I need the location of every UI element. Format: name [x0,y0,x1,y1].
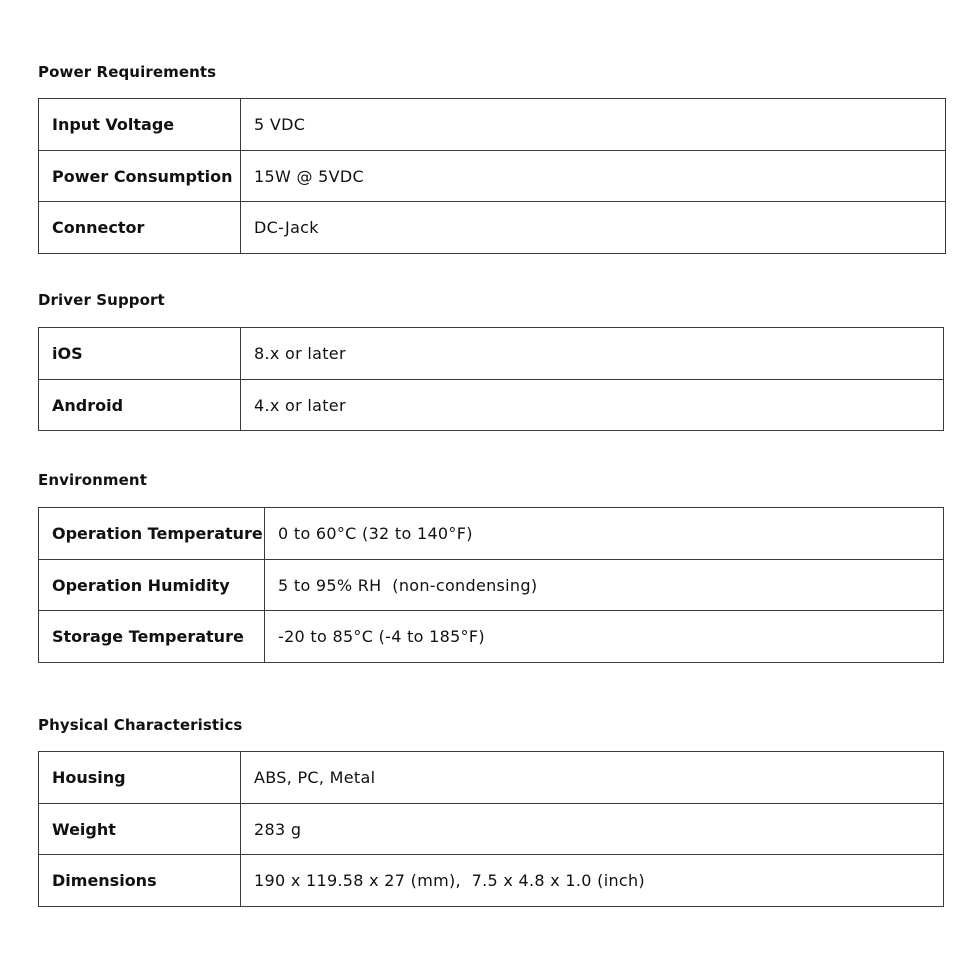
table-row [39,611,944,663]
table-row [39,752,944,804]
driver-support-table [38,327,944,431]
spec-label-operation-humidity: Operation Humidity [39,559,265,611]
spec-label-android: Android [39,379,241,431]
table-row [39,803,944,855]
environment-table [38,507,944,663]
spec-label-dimensions: Dimensions [39,855,241,907]
table-row [39,508,944,560]
table-row [39,379,944,431]
power-requirements-table [38,98,946,254]
spec-value-android: 4.x or later [241,379,944,431]
spec-value-weight: 283 g [241,803,944,855]
spec-label-connector: Connector [39,202,241,254]
spec-value-storage-temperature: -20 to 85°C (-4 to 185°F) [265,611,944,663]
spec-label-weight: Weight [39,803,241,855]
spec-label-input-voltage: Input Voltage [39,99,241,151]
spec-value-operation-humidity: 5 to 95% RH (non-condensing) [265,559,944,611]
table-row [39,150,946,202]
table-row [39,202,946,254]
spec-label-operation-temperature: Operation Temperature [39,508,265,560]
section-title-power-requirements: Power Requirements [38,63,217,81]
spec-value-dimensions: 190 x 119.58 x 27 (mm), 7.5 x 4.8 x 1.0 (inch) [241,855,944,907]
table-row [39,559,944,611]
spec-label-ios: iOS [39,328,241,380]
spec-label-power-consumption: Power Consumption [39,150,241,202]
spec-value-connector: DC-Jack [241,202,946,254]
spec-value-power-consumption: 15W @ 5VDC [241,150,946,202]
section-title-driver-support: Driver Support [38,291,165,309]
table-row [39,855,944,907]
spec-value-operation-temperature: 0 to 60°C (32 to 140°F) [265,508,944,560]
section-title-environment: Environment [38,471,147,489]
spec-label-storage-temperature: Storage Temperature [39,611,265,663]
section-title-physical-characteristics: Physical Characteristics [38,716,243,734]
spec-label-housing: Housing [39,752,241,804]
spec-value-housing: ABS, PC, Metal [241,752,944,804]
spec-value-input-voltage: 5 VDC [241,99,946,151]
physical-characteristics-table [38,751,944,907]
table-row [39,328,944,380]
spec-value-ios: 8.x or later [241,328,944,380]
table-row [39,99,946,151]
